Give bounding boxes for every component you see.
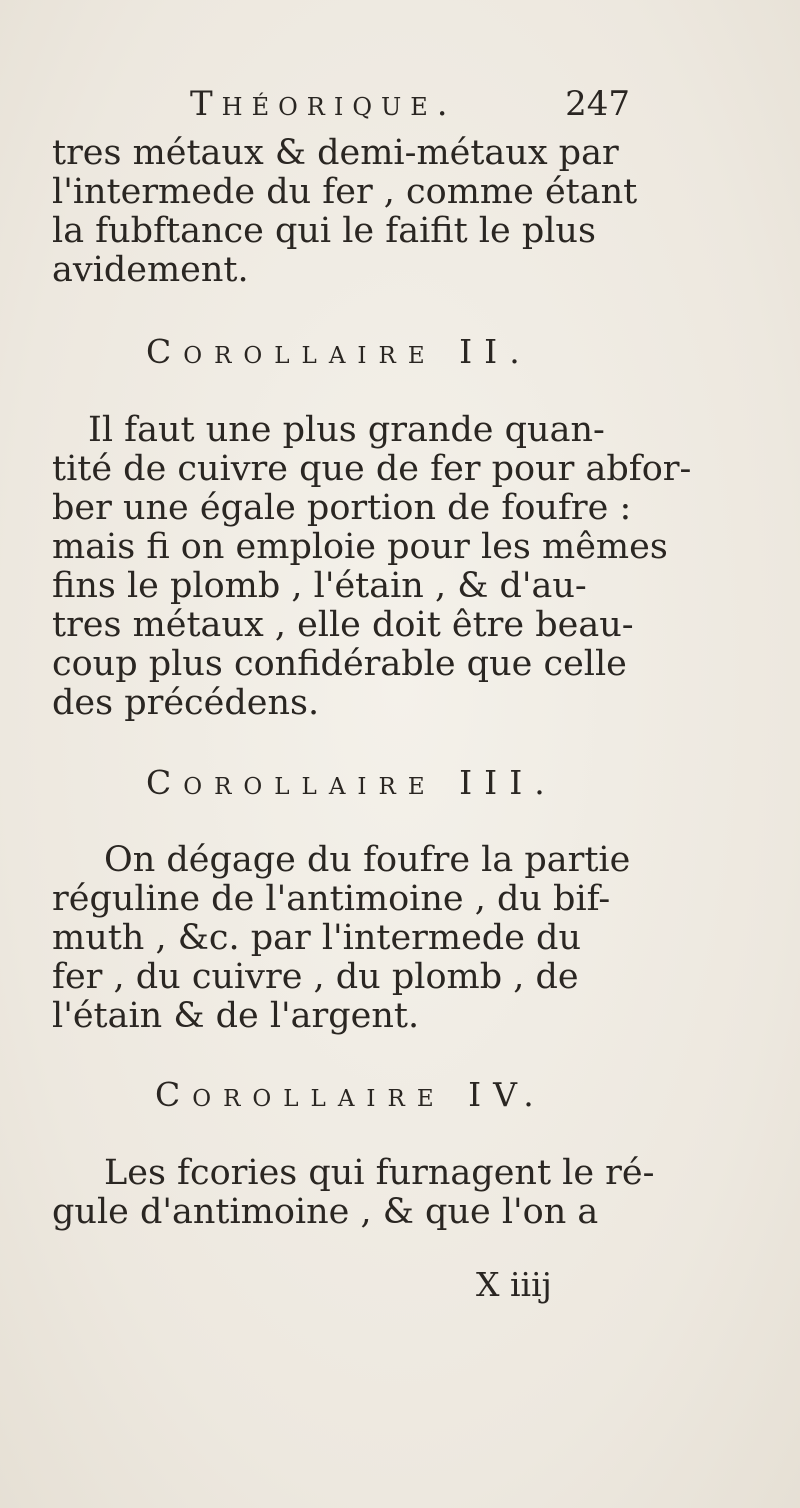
text-line: Il faut une plus grande quan-: [88, 410, 605, 450]
text-line: gule d'antimoine , & que l'on a: [52, 1192, 599, 1232]
text-line: l'étain & de l'argent.: [52, 996, 420, 1036]
text-line: la fubftance qui le faifit le plus: [52, 211, 596, 251]
text-line: tité de cuivre que de fer pour abfor-: [52, 449, 692, 489]
section-heading: Corollaire IV.: [155, 1075, 546, 1114]
text-line: ber une égale portion de foufre :: [52, 488, 632, 528]
text-line: mais fi on emploie pour les mêmes: [52, 527, 668, 567]
text-line: tres métaux , elle doit être beau-: [52, 605, 634, 645]
text-line: coup plus confidérable que celle: [52, 644, 627, 684]
text-line: On dégage du foufre la partie: [104, 840, 631, 880]
signature-mark: X iiij: [476, 1265, 552, 1304]
text-line: muth , &c. par l'intermede du: [52, 918, 581, 958]
text-line: fins le plomb , l'étain , & d'au-: [52, 566, 587, 606]
text-line: Les fcories qui furnagent le ré-: [104, 1153, 655, 1193]
text-line: l'intermede du fer , comme étant: [52, 172, 638, 212]
text-line: tres métaux & demi-métaux par: [52, 133, 619, 173]
text-line: des précédens.: [52, 683, 320, 723]
running-head: Théorique.: [190, 84, 457, 124]
text-line: fer , du cuivre , du plomb , de: [52, 957, 579, 997]
section-heading: Corollaire III.: [146, 763, 557, 802]
text-line: réguline de l'antimoine , du bif-: [52, 879, 611, 919]
text-line: avidement.: [52, 250, 249, 290]
page-header: [190, 84, 630, 130]
page-number: 247: [565, 84, 630, 124]
section-heading: Corollaire II.: [146, 332, 532, 371]
